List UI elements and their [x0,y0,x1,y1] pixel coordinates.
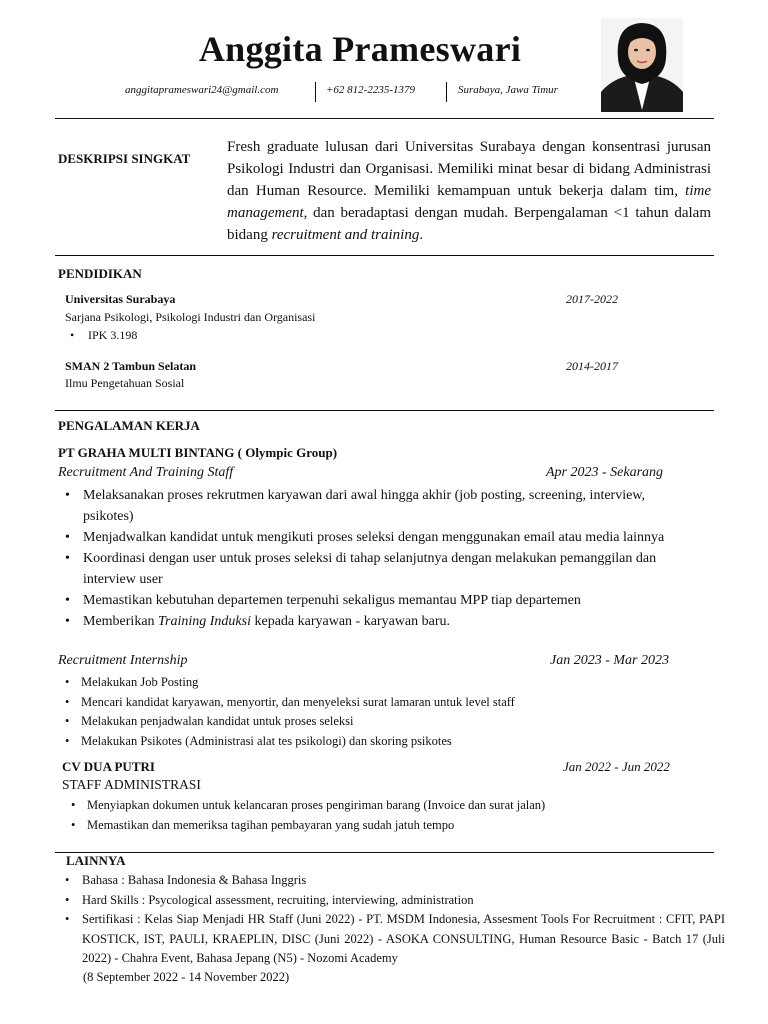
duty-text: Memberikan [83,614,159,629]
summary-heading: DESKRIPSI SINGKAT [58,151,191,166]
phone-number: +62 812-2235-1379 [326,84,415,96]
other-list [82,871,725,969]
school-years: 2017-2022 [566,292,618,306]
school-name: Universitas Surabaya [65,292,176,306]
summary-emphasis: recruitment and training [271,227,420,243]
job-period: Jan 2023 - Mar 2023 [550,653,669,668]
contact-divider [315,82,316,102]
experience-heading: PENGALAMAN KERJA [58,418,200,433]
job-title: Recruitment Internship [58,653,188,668]
duty-item: • Memastikan kebutuhan departemen terpenuhi sekaligus memantau MPP tiap departemen [83,590,693,611]
education-bullets [88,327,137,343]
summary-text-part: Fresh graduate lulusan dari Universitas Surabaya dengan konsentrasi jurusan Psikologi Industri dan Organisasi. Memiliki minat besar di bidang Administrasi dan Human Resource. Memiliki kemampuan untuk bekerja dalam tim, [227,139,711,199]
company2-duties [87,796,707,835]
duty-item: • Memastikan dan memeriksa tagihan pembayaran yang sudah jatuh tempo [87,816,707,836]
duty-item: • Menyiapkan dokumen untuk kelancaran proses pengiriman barang (Invoice dan surat jalan) [87,796,707,816]
school-years: 2014-2017 [566,359,618,373]
section-divider [55,410,714,411]
duty-text: kepada karyawan - karyawan baru. [251,614,451,629]
company-name: PT GRAHA MULTI BINTANG ( Olympic Group) [58,445,338,460]
other-item: • Hard Skills : Psycological assessment, recruiting, interviewing, administration [82,891,725,911]
duty-item: • Melakukan penjadwalan kandidat untuk proses seleksi [81,712,701,732]
location: Surabaya, Jawa Timur [458,84,558,96]
duty-item: • Mencari kandidat karyawan, menyortir, dan menyeleksi surat lamaran untuk level staff [81,693,701,713]
job-title: Recruitment And Training Staff [58,465,234,480]
summary-emphasis: time management [227,183,711,221]
other-item: • Bahasa : Bahasa Indonesia & Bahasa Inggris [82,871,725,891]
other-item: • Sertifikasi : Kelas Siap Menjadi HR Staff (Juni 2022) - PT. MSDM Indonesia, Assesment Tools For Recruitment : CFIT, PAPI KOSTICK, IST, PAULI, KRAEPLIN, DISC (Juni 2022) - ASOKA CONSULTING, Human Resource Basic - Batch 17 (Juli 2022) - Chahra Event, Bahasa Jepang (N5) - Nozomi Academy [82,910,725,969]
job-period: Apr 2023 - Sekarang [546,465,664,480]
other-heading: LAINNYA [66,853,126,868]
contact-divider [446,82,447,102]
gpa-item: • IPK 3.198 [88,327,137,343]
candidate-name: Anggita Prameswari [198,29,522,69]
job-period: Jan 2022 - Jun 2022 [563,759,670,774]
email-address: anggitaprameswari24@gmail.com [125,84,279,96]
role1-duties [83,485,693,632]
school-name: SMAN 2 Tambun Selatan [65,359,197,373]
profile-photo [601,18,683,112]
duty-item: • Koordinasi dengan user untuk proses seleksi di tahap selanjutnya dengan melakukan pemanggilan dan interview user [83,548,693,590]
duty-emphasis: Training Induksi [158,614,251,629]
duty-item [83,611,693,632]
certification-dates: (8 September 2022 - 14 November 2022) [83,970,290,984]
duty-item: • Melakukan Job Posting [81,673,701,693]
section-divider [55,118,714,119]
summary-text-part: , dan beradaptasi dengan mudah. Berpengalaman <1 tahun dalam bidang [227,205,711,243]
job-title: STAFF ADMINISTRASI [62,777,201,792]
summary-text-part: . [419,227,424,243]
education-heading: PENDIDIKAN [58,266,142,281]
degree-text: Ilmu Pengetahuan Sosial [65,376,185,390]
degree-text: Sarjana Psikologi, Psikologi Industri dan Organisasi [65,310,316,324]
duty-item: • Melakukan Psikotes (Administrasi alat tes psikologi) dan skoring psikotes [81,732,701,752]
duty-item: • Melaksanakan proses rekrutmen karyawan dari awal hingga akhir (job posting, screening, interview, psikotes) [83,485,693,527]
section-divider [55,852,714,853]
section-divider [55,255,714,256]
company-name: CV DUA PUTRI [62,759,155,774]
summary-text [227,136,711,246]
role2-duties [81,673,701,751]
duty-item: • Menjadwalkan kandidat untuk mengikuti proses seleksi dengan menggunakan email atau media lainnya [83,527,693,548]
